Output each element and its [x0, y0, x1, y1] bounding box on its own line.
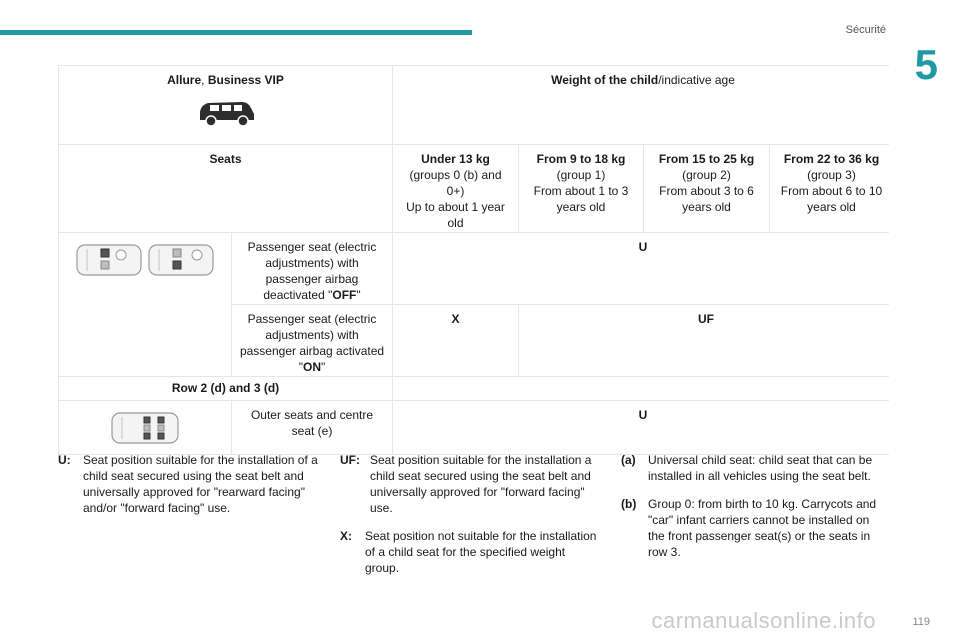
- passenger-airbag-off-label: [232, 233, 392, 304]
- rear-seat-plan-icon: [110, 409, 180, 447]
- child-seat-table: [58, 65, 889, 455]
- passenger-off-code: U: [638, 240, 648, 254]
- van-icon: [196, 98, 256, 128]
- passenger-on-rest-code: UF: [698, 312, 714, 326]
- section-name: Sécurité: [845, 24, 886, 36]
- version-allure: Allure: [167, 73, 202, 87]
- version-business-vip: Business VIP: [207, 73, 284, 87]
- legend-a: [621, 452, 887, 484]
- group-0-title: Under 13 kg: [421, 152, 490, 166]
- group-2-groups: (group 2): [682, 168, 731, 182]
- passenger-on-text: Passenger seat (electric adjustments) with passenger airbag activated ": [239, 312, 385, 374]
- row-2-3-header: [59, 377, 392, 400]
- passenger-on-group0-code: X: [451, 312, 460, 326]
- front-seat-diagram-cell: [59, 233, 231, 376]
- passenger-on-bold: ON: [303, 360, 321, 374]
- group-0-age: Up to about 1 year old: [406, 200, 505, 230]
- passenger-off-value: [393, 233, 893, 304]
- legend-column-2: [340, 452, 602, 588]
- page-number: 119: [912, 616, 930, 628]
- legend-b-text: Group 0: from birth to 10 kg. Carrycots and "car" infant carriers cannot be installed on the front passenger seat(s) or the seats in row 3.: [648, 497, 877, 559]
- group-0-groups: (groups 0 (b) and 0+): [409, 168, 502, 198]
- weight-header-rest: /indicative age: [658, 73, 735, 87]
- group-2-header: [644, 145, 769, 232]
- legend-u-key: U:: [58, 453, 71, 467]
- header-rule: [0, 30, 472, 35]
- group-3-age: From about 6 to 10 years old: [780, 184, 883, 214]
- chapter-number: 5: [914, 41, 938, 88]
- row-2-3-empty: [393, 377, 893, 400]
- legend-column-1: [58, 452, 320, 528]
- legend-column-3: [621, 452, 887, 572]
- legend-b-key: (b): [621, 497, 637, 511]
- passenger-on-group0-value: [393, 305, 518, 376]
- outer-seats-code: U: [638, 408, 648, 422]
- passenger-on-quote: ": [321, 360, 326, 374]
- legend-a-key: (a): [621, 453, 636, 467]
- passenger-off-text: Passenger seat (electric adjustments) with passenger airbag deactivated ": [247, 240, 377, 302]
- rear-seat-diagram-cell: [59, 401, 231, 454]
- legend-a-text: Universal child seat: child seat that can be installed in all vehicles using the seat belt.: [648, 453, 873, 483]
- front-seat-plan-icon: [75, 241, 215, 281]
- weight-header-bold: Weight of the child: [551, 73, 659, 87]
- outer-centre-seat-label: [232, 401, 392, 454]
- passenger-off-bold: OFF: [332, 288, 357, 302]
- legend-x: [340, 528, 602, 576]
- group-1-age: From about 1 to 3 years old: [533, 184, 629, 214]
- seats-header: [59, 145, 392, 232]
- legend-u: [58, 452, 320, 516]
- passenger-airbag-on-label: [232, 305, 392, 376]
- group-0-header: [393, 145, 518, 232]
- legend-x-text: Seat position not suitable for the installation of a child seat for the specified weight group.: [365, 529, 597, 575]
- group-1-title: From 9 to 18 kg: [536, 152, 626, 166]
- version-separator: ,: [201, 73, 208, 87]
- group-1-header: [519, 145, 643, 232]
- watermark: carmanualsonline.info: [651, 608, 876, 633]
- row-2-3-label: Row 2 (d) and 3 (d): [171, 381, 280, 395]
- legend-uf: [340, 452, 602, 516]
- legend-x-key: X:: [340, 529, 352, 543]
- group-1-groups: (group 1): [556, 168, 606, 182]
- vehicle-version-header: [59, 66, 392, 144]
- group-3-header: [770, 145, 893, 232]
- passenger-off-quote: ": [356, 288, 361, 302]
- legend-uf-key: UF:: [340, 453, 360, 467]
- group-3-groups: (group 3): [807, 168, 856, 182]
- group-2-age: From about 3 to 6 years old: [659, 184, 754, 214]
- group-3-title: From 22 to 36 kg: [783, 152, 880, 166]
- legend-b: [621, 496, 887, 560]
- group-2-title: From 15 to 25 kg: [658, 152, 755, 166]
- outer-seats-value: [393, 401, 893, 454]
- legend-u-text: Seat position suitable for the installation of a child seat secured using the seat belt and universally approved for "rearward facing" and/or "forward facing" use.: [83, 453, 318, 515]
- outer-seats-text: Outer seats and centre seat (e): [250, 408, 374, 438]
- seats-label: Seats: [209, 152, 242, 166]
- weight-header: [393, 66, 893, 144]
- legend-uf-text: Seat position suitable for the installation a child seat secured using the seat belt and universally approved for "forward facing" use.: [370, 453, 592, 515]
- passenger-on-rest-value: [519, 305, 893, 376]
